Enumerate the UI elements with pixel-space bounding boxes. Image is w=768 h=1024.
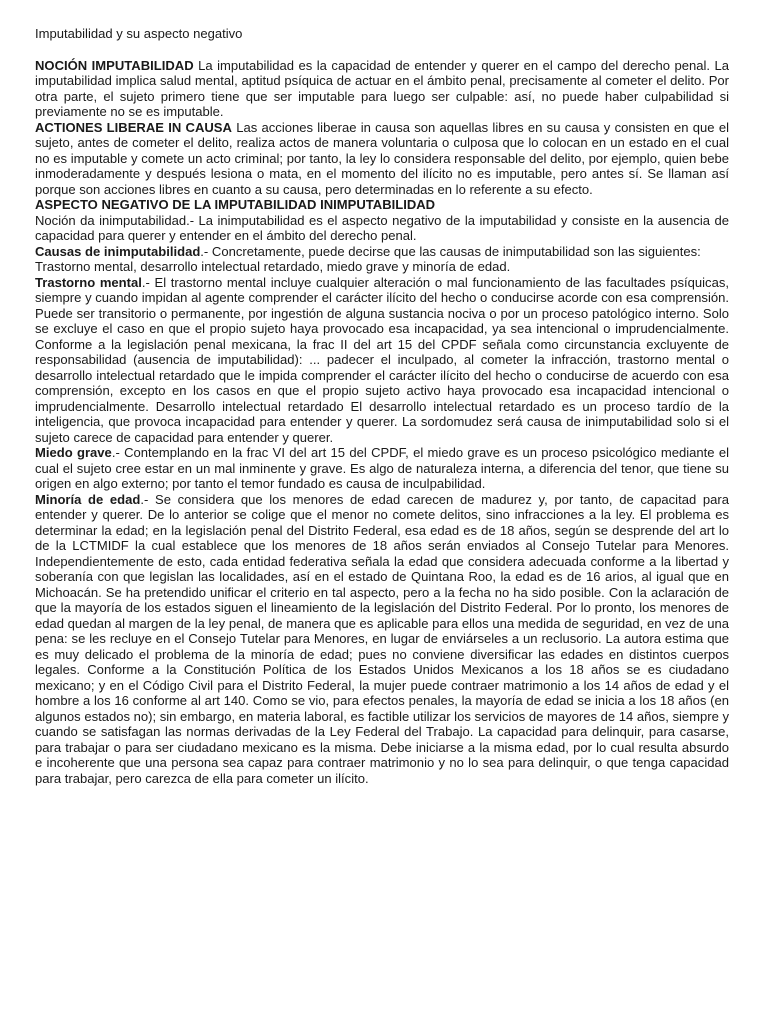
paragraph-nocion-imputabilidad [35,58,729,120]
paragraph-text: Noción da inimputabilidad.- La inimputabilidad es el aspecto negativo de la imputabilidad y consiste en la ausencia de capacidad para querer y entender en el ámbito del derecho penal. [35,212,729,243]
paragraph-term: Trastorno mental [35,274,142,290]
document-body [35,26,729,786]
paragraph-causas-list [35,259,729,275]
paragraph-actiones-liberae [35,120,729,198]
paragraph-term: NOCIÓN IMPUTABILIDAD [35,57,194,73]
paragraph-term: ACTIONES LIBERAE IN CAUSA [35,119,232,135]
paragraph-text: .- Contemplando en la frac VI del art 15 del CPDF, el miedo grave es un proceso psicológico mediante el cual el sujeto cree estar en un mal inminente y grave. Es algo de naturaleza interna, a diferencia del tenor, que tiene su origen en algo externo; por tanto el temor fundado es causa de inculpabilidad. [35,445,729,491]
paragraph-term: Miedo grave [35,445,112,460]
paragraph-nocion-inimputabilidad [35,213,729,244]
paragraph-minoria-edad [35,492,729,787]
paragraph-text: .- Concretamente, puede decirse que las causas de inimputabilidad son las siguientes: [200,243,701,259]
paragraph-text: .- El trastorno mental incluye cualquier alteración o mal funcionamiento de las facultades psíquicas, siempre y cuando impidan al agente comprender el carácter ilícito del hecho o conducirse acorde con esa comprensión. Puede ser transitorio o permanente, por ingestión de alguna sustancia nociva o por un proceso patológico interno. Solo se excluye el caso en que el propio sujeto haya provocado esa incapacidad, ya sea intencional o imprudencialmente. Conforme a la legislación penal mexicana, la frac II del art 15 del CPDF señala como circunstancia excluyente de responsabilidad (ausencia de imputabilidad): ... padecer el inculpado, al cometer la infracción, trastorno mental o desarrollo intelectual retardado que le impida comprender el carácter ilícito del hecho o conducirse de acuerdo con esa comprensión, excepto en los casos en que el propio sujeto activo haya provocado esa incapacidad intencional o imprudencialmente. Desarrollo intelectual retardado El desarrollo intelectual retardado es un proceso tardío de la inteligencia, que provoca incapacidad para entender y querer. La sordomudez será causa de inimputabilidad solo si el sujeto carece de capacidad para entender y querer. [35,274,729,445]
section-heading-aspecto-negativo: ASPECTO NEGATIVO DE LA IMPUTABILIDAD INIMPUTABILIDAD [35,197,436,212]
paragraph-text: .- Se considera que los menores de edad carecen de madurez y, por tanto, de capacitad para entender y querer. De lo anterior se colige que el menor no comete delitos, sino infracciones a la ley. El problema es determinar la edad; en la legislación penal del Distrito Federal, esa edad es de 18 años, según se desprende del art lo de la LCTMIDF la cual establece que los menores de 18 años serán enviados al Consejo Tutelar para Menores. Independientemente de esto, cada entidad federativa señala la edad que considera adecuada conforme a la libertad y soberanía con que legislan las localidades, así en el estado de Quintana Roo, la edad es de 16 arios, al igual que en Michoacán. Se ha pretendido unificar el criterio en tal aspecto, pero a la fecha no ha sido posible. Con la aclaración de que la mayoría de los estados siguen el lineamiento de la legislación del Distrito Federal. Por lo pronto, los menores de edad quedan al margen de la ley penal, de manera que es aplicable para ellos una medida de seguridad, en vez de una pena: se les recluye en el Consejo Tutelar para Menores, en lugar de enviárseles a un reclusorio. La autora estima que es muy delicado el problema de la minoría de edad; pues no conviene diversificar las edades en distintos cuerpos legales. Conforme a la Constitución Política de los Estados Unidos Mexicanos a los 18 años se es ciudadano mexicano; y en el Código Civil para el Distrito Federal, la mujer puede contraer matrimonio a los 14 años de edad y el hombre a los 16 conforme al art 140. Como se vio, para efectos penales, la mayoría de edad se inicia a los 18 años (en algunos estados no); sin embargo, en materia laboral, es factible utilizar los servicios de mayores de 14 años, siempre y cuando se satisfagan las normas derivadas de la Ley Federal del Trabajo. La capacidad para delinquir, para casarse, para trabajar o para ser ciudadano mexicano es la misma. Debe iniciarse a la misma edad, por lo cual resulta absurdo e incoherente que una persona sea capaz para contraer matrimonio y no lo sea para delinquir, o que tenga capacidad para trabajar, pero carezca de ella para cometer un ilícito. [35,491,730,786]
paragraph-term: Minoría de edad [35,491,141,507]
paragraph-text: Trastorno mental, desarrollo intelectual retardado, miedo grave y minoría de edad. [35,259,511,274]
document-title: Imputabilidad y su aspecto negativo [35,26,243,41]
paragraph-trastorno-mental [35,275,729,446]
paragraph-text: Las acciones liberae in causa son aquellas libres en su causa y consisten en que el sujeto, antes de cometer el delito, realiza actos de manera voluntaria o culposa que lo colocan en un estado en el cual no es imputable y comete un acto criminal; por tanto, la ley lo considera responsable del delito, por ejemplo, quien bebe inmoderadamente y después lesiona o mata, en el momento del ilícito no es imputable, pero antes sí. Se llaman así porque son acciones libres en cuanto a su causa, pero determinadas en lo referente a su efecto. [35,119,729,197]
paragraph-term: Causas de inimputabilidad [35,243,201,259]
paragraph-miedo-grave [35,445,729,492]
paragraph-text: La imputabilidad es la capacidad de entender y querer en el campo del derecho penal. La imputabilidad implica salud mental, aptitud psíquica de actuar en el ámbito penal, precisamente al cometer el delito. Por otra parte, el sujeto primero tiene que ser imputable para luego ser culpable: así, no puede haber culpabilidad si previamente no se es imputable. [35,57,729,119]
paragraph-causas [35,244,729,260]
